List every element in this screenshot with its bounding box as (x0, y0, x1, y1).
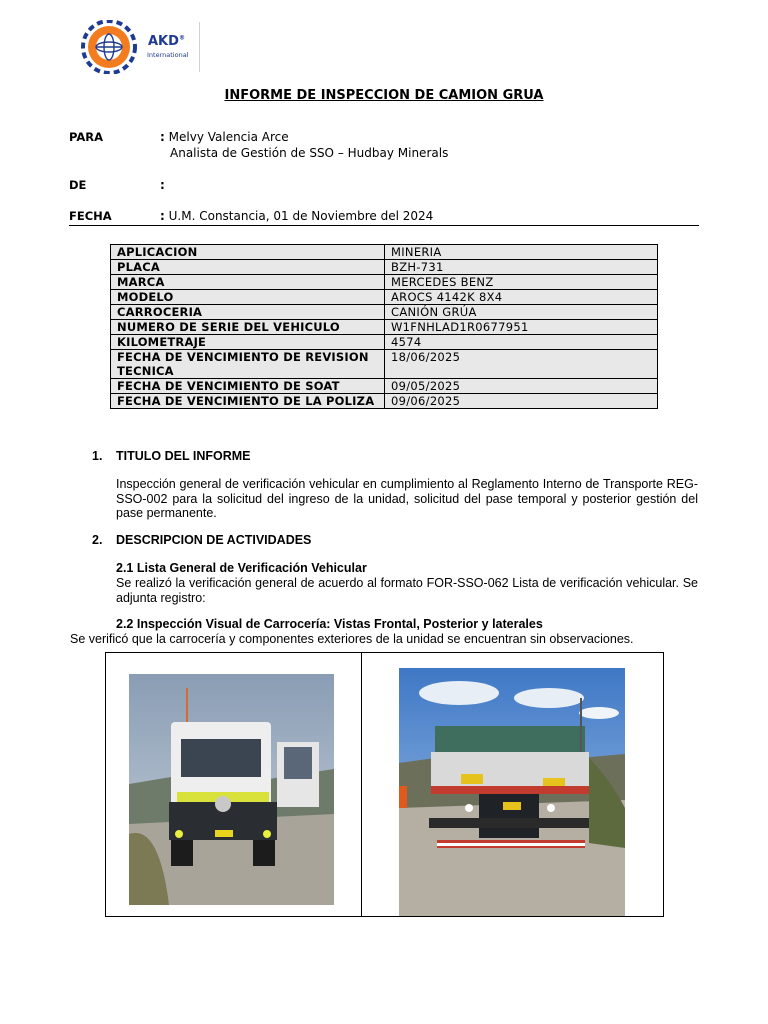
de-value: : (160, 178, 165, 192)
table-row (111, 245, 658, 260)
row-label: PLACA (111, 260, 385, 275)
row-label: NUMERO DE SERIE DEL VEHICULO (111, 320, 385, 335)
row-value: BZH-731 (385, 260, 658, 275)
table-row (111, 320, 658, 335)
row-label: MARCA (111, 275, 385, 290)
para-value: : Melvy Valencia Arce (160, 130, 289, 144)
table-row (111, 350, 658, 379)
table-row (111, 260, 658, 275)
row-value: 09/05/2025 (385, 379, 658, 394)
section-2-number: 2. (92, 533, 103, 547)
report-title: INFORME DE INSPECCION DE CAMION GRUA (224, 88, 544, 103)
row-value: 09/06/2025 (385, 394, 658, 409)
para-role: Analista de Gestión de SSO – Hudbay Minerals (170, 146, 449, 160)
table-row (111, 305, 658, 320)
table-row (111, 379, 658, 394)
header-divider (69, 225, 699, 226)
row-label: MODELO (111, 290, 385, 305)
row-label: FECHA DE VENCIMIENTO DE SOAT (111, 379, 385, 394)
logo-divider (199, 22, 200, 72)
truck-rear-photo (399, 668, 625, 916)
logo-subtitle: International (147, 51, 189, 59)
table-row (111, 275, 658, 290)
fecha-value: : U.M. Constancia, 01 de Noviembre del 2024 (160, 209, 434, 223)
subsection-2-1-body: Se realizó la verificación general de acuerdo al formato FOR-SSO-062 Lista de verificación vehicular. Se adjunta registro: (116, 576, 698, 605)
subsection-2-1-heading: 2.1 Lista General de Verificación Vehicular (116, 561, 367, 575)
row-value: AROCS 4142K 8X4 (385, 290, 658, 305)
vehicle-info-table (110, 244, 658, 409)
row-value: CANIÓN GRÚA (385, 305, 658, 320)
table-row (111, 394, 658, 409)
subsection-2-2-body: Se verificó que la carrocería y componentes exteriores de la unidad se encuentran sin observaciones. (70, 632, 634, 646)
section-1-number: 1. (92, 449, 103, 463)
row-value: 18/06/2025 (385, 350, 658, 379)
row-value: W1FNHLAD1R0677951 (385, 320, 658, 335)
row-label: FECHA DE VENCIMIENTO DE REVISION TECNICA (111, 350, 385, 379)
subsection-2-2-heading: 2.2 Inspección Visual de Carrocería: Vistas Frontal, Posterior y laterales (116, 617, 543, 631)
table-row (111, 290, 658, 305)
row-value: MINERIA (385, 245, 658, 260)
row-value: MERCEDES BENZ (385, 275, 658, 290)
para-label: PARA (69, 130, 104, 144)
photo-table-divider (361, 652, 362, 916)
truck-front-photo (129, 674, 334, 905)
section-1-heading: TITULO DEL INFORME (116, 449, 251, 463)
gear-globe-icon (83, 21, 135, 73)
row-label: CARROCERIA (111, 305, 385, 320)
section-1-body: Inspección general de verificación vehicular en cumplimiento al Reglamento Interno de Transporte REG-SSO-002 para la solicitud del ingreso de la unidad, solicitud del pase temporal y posterior gestión del pase permanente. (116, 477, 698, 520)
row-value: 4574 (385, 335, 658, 350)
row-label: KILOMETRAJE (111, 335, 385, 350)
row-label: APLICACION (111, 245, 385, 260)
fecha-label: FECHA (69, 209, 112, 223)
logo-wordmark: AKD® (148, 34, 185, 49)
table-row (111, 335, 658, 350)
row-label: FECHA DE VENCIMIENTO DE LA POLIZA (111, 394, 385, 409)
de-label: DE (69, 178, 87, 192)
section-2-heading: DESCRIPCION DE ACTIVIDADES (116, 533, 312, 547)
